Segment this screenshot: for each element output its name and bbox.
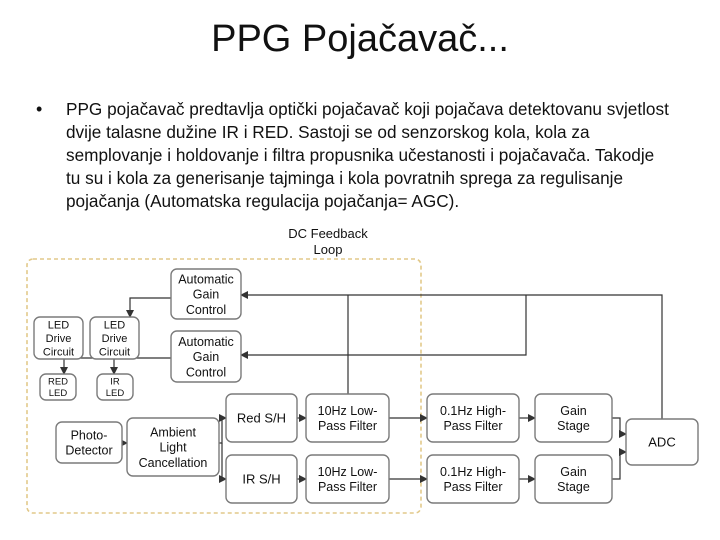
ambient-cancellation-block-label: Cancellation bbox=[138, 455, 208, 470]
hpf-red-block bbox=[427, 394, 519, 442]
ir-sh-block-label: IR S/H bbox=[242, 471, 281, 487]
ambient-cancellation-block bbox=[127, 418, 219, 476]
hpf-red-block-label: Pass Filter bbox=[443, 419, 503, 434]
ir-led-block-label: LED bbox=[105, 388, 125, 400]
led-drive-red-block-label: Circuit bbox=[42, 346, 75, 359]
red-led-block bbox=[40, 374, 76, 400]
gain-stage-ir-block-label: Gain bbox=[560, 464, 587, 479]
slide-title: PPG Pojačavač... bbox=[211, 18, 509, 60]
agc-bottom-block bbox=[171, 331, 241, 382]
red-led-block-label: LED bbox=[48, 388, 68, 400]
gain-stage-ir-block bbox=[535, 455, 612, 503]
feedback-label-line2: Loop bbox=[313, 242, 343, 257]
led-drive-red-block bbox=[34, 317, 83, 359]
lpf-red-block bbox=[306, 394, 389, 442]
agc-top-block-label: Automatic bbox=[178, 272, 234, 287]
agc-top-block-label: Gain bbox=[192, 287, 220, 302]
led-drive-ir-block bbox=[90, 317, 139, 359]
photodetector-block-label: Detector bbox=[65, 443, 113, 458]
ir-gain-to-adc bbox=[612, 452, 626, 479]
led-drive-ir-block-label: LED bbox=[103, 319, 126, 332]
gain-stage-red-block-label: Gain bbox=[560, 403, 587, 418]
agc-bottom-block-label: Gain bbox=[192, 350, 220, 364]
hpf-red-block-box bbox=[427, 394, 519, 442]
lpf-ir-block-label: 10Hz Low- bbox=[317, 464, 378, 479]
hpf-ir-block-box bbox=[427, 455, 519, 503]
photodetector-block-label: Photo- bbox=[70, 428, 108, 443]
led-drive-ir-block-label: Circuit bbox=[98, 346, 131, 359]
led-drive-red-block-label: LED bbox=[47, 319, 70, 332]
bullet-icon: • bbox=[36, 99, 43, 119]
ambient-to-red-sh bbox=[219, 418, 226, 443]
bullet-text: PPG pojačavač predtavlja optički pojačavač koji pojačava detektovanu svjetlost dvije talasne dužine IR i RED. Sastoji se od senzorskog kola, kola za semplovanje i holdovanje i filtra propusnika učestanosti i pojačavača. Takodje tu su i kola za generisanje tajminga i kola povratnih sprega za regulisanje pojačanja (Automatska regulacija pojačanja= AGC). bbox=[66, 99, 669, 211]
feedback-line-2 bbox=[241, 295, 526, 355]
photodetector-block bbox=[56, 422, 122, 463]
lpf-red-block-box bbox=[306, 394, 389, 442]
agc-top-block-label: Control bbox=[185, 302, 227, 317]
hpf-ir-block-label: Pass Filter bbox=[443, 480, 503, 495]
red-sh-block bbox=[226, 394, 297, 442]
agc-to-led-drive bbox=[130, 298, 171, 317]
ambient-cancellation-block-label: Ambient bbox=[150, 425, 196, 440]
red-sh-block-label: Red S/H bbox=[236, 410, 287, 426]
gain-stage-ir-block-label: Stage bbox=[557, 480, 590, 495]
red-led-block-label: RED bbox=[47, 376, 69, 388]
agc-bottom-block-label: Automatic bbox=[178, 334, 234, 349]
red-gain-to-adc bbox=[612, 418, 626, 434]
gain-stage-red-block-box bbox=[535, 394, 612, 442]
led-drive-ir-block-label: Drive bbox=[101, 332, 128, 345]
lpf-red-block-label: 10Hz Low- bbox=[317, 403, 378, 418]
lpf-ir-block bbox=[306, 455, 389, 503]
hpf-ir-block bbox=[427, 455, 519, 503]
gain-stage-ir-block-box bbox=[535, 455, 612, 503]
ir-led-block bbox=[97, 374, 133, 400]
adc-block bbox=[626, 419, 698, 465]
lpf-ir-block-label: Pass Filter bbox=[317, 480, 378, 495]
adc-block-label: ADC bbox=[648, 434, 676, 450]
feedback-label-line1: DC Feedback bbox=[288, 226, 368, 241]
gain-stage-red-block bbox=[535, 394, 612, 442]
ir-led-block-label: IR bbox=[110, 376, 120, 388]
agc-bottom-block-label: Control bbox=[185, 365, 227, 380]
led-drive-red-block-label: Drive bbox=[45, 332, 72, 345]
gain-stage-red-block-label: Stage bbox=[557, 419, 590, 434]
hpf-ir-block-label: 0.1Hz High- bbox=[440, 464, 506, 479]
hpf-red-block-label: 0.1Hz High- bbox=[440, 403, 506, 418]
agc-top-block bbox=[171, 269, 241, 319]
lpf-ir-block-box bbox=[306, 455, 389, 503]
ambient-cancellation-block-label: Light bbox=[159, 440, 187, 455]
lpf-red-block-label: Pass Filter bbox=[317, 419, 378, 434]
ir-sh-block bbox=[226, 455, 297, 503]
